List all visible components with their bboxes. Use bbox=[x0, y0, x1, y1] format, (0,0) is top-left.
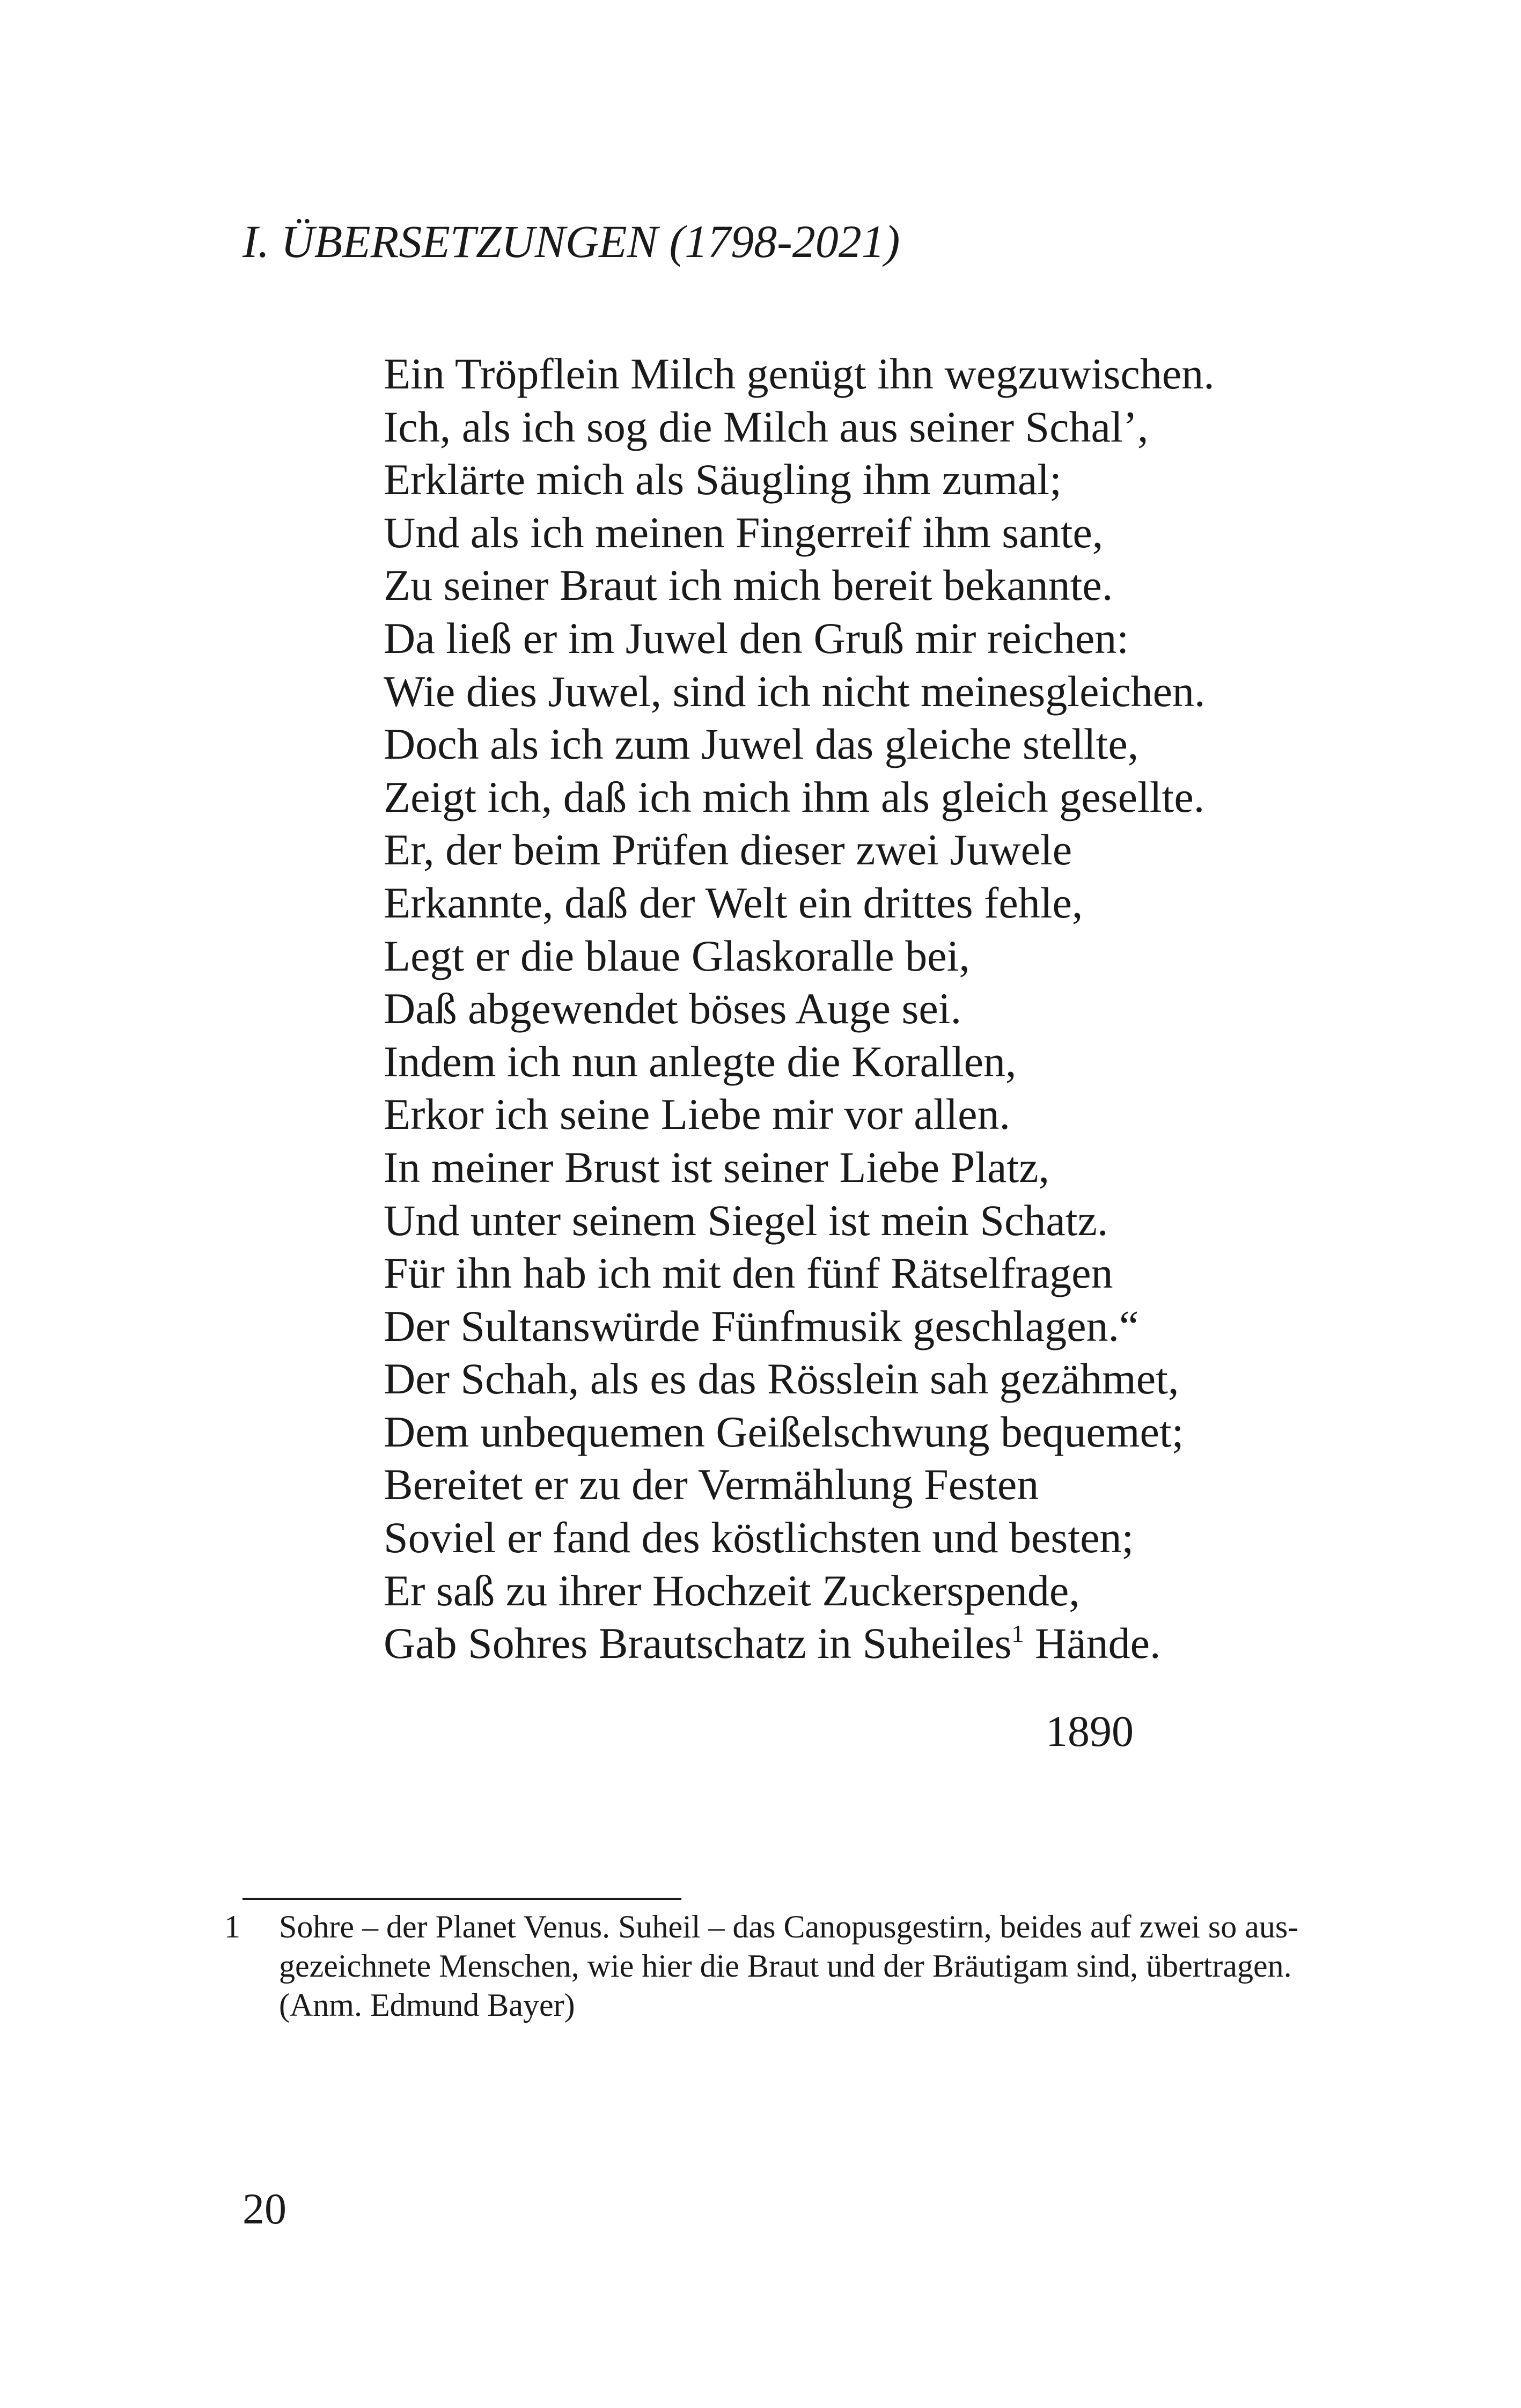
poem-date: 1890 bbox=[1046, 1707, 1134, 1756]
poem-line: Der Schah, als es das Rösslein sah gezähmet, bbox=[384, 1354, 1179, 1404]
poem-line: Indem ich nun anlegte die Korallen, bbox=[384, 1037, 1017, 1086]
poem-line: Soviel er fand des köstlichsten und besten; bbox=[384, 1513, 1134, 1562]
poem-line: In meiner Brust ist seiner Liebe Platz, bbox=[384, 1142, 1050, 1192]
footnote-line: gezeichnete Menschen, wie hier die Braut und der Bräutigam sind, übertragen. bbox=[279, 1948, 1292, 1984]
poem-line: Daß abgewendet böses Auge sei. bbox=[384, 984, 962, 1033]
footnote-number: 1 bbox=[224, 1909, 240, 1944]
footnote bbox=[224, 1907, 1351, 2025]
poem-line: Erkor ich seine Liebe mir vor allen. bbox=[384, 1090, 1011, 1139]
poem-line: Für ihn hab ich mit den fünf Rätselfragen bbox=[384, 1249, 1113, 1298]
poem-line: Legt er die blaue Glaskoralle bei, bbox=[384, 931, 970, 980]
poem-line: Der Sultanswürde Fünfmusik geschlagen.“ bbox=[384, 1301, 1139, 1350]
poem-line: Dem unbequemen Geißelschwung bequemet; bbox=[384, 1407, 1184, 1456]
poem-last-line-start: Gab Sohres Brautschatz in Suheiles bbox=[384, 1619, 1012, 1668]
poem-line: Er, der beim Prüfen dieser zwei Juwele bbox=[384, 825, 1072, 875]
footnote-reference[interactable]: 1 bbox=[1011, 1620, 1024, 1648]
poem-text bbox=[384, 348, 1215, 1670]
poem-line: Wie dies Juwel, sind ich nicht meinesgleichen. bbox=[384, 666, 1206, 716]
poem-line: Und unter seinem Siegel ist mein Schatz. bbox=[384, 1195, 1108, 1245]
poem-line: Zeigt ich, daß ich mich ihm als gleich gesellte. bbox=[384, 772, 1205, 821]
footnote-line: (Anm. Edmund Bayer) bbox=[279, 1987, 575, 2023]
poem-line: Da ließ er im Juwel den Gruß mir reichen: bbox=[384, 613, 1129, 663]
poem-line: Ich, als ich sog die Milch aus seiner Schal’, bbox=[384, 402, 1149, 451]
footnote-line: Sohre – der Planet Venus. Suheil – das Canopusgestirn, beides auf zwei so aus- bbox=[279, 1909, 1299, 1944]
page-number: 20 bbox=[243, 2184, 286, 2233]
poem-line: Zu seiner Braut ich mich bereit bekannte. bbox=[384, 561, 1113, 610]
footnote-text bbox=[279, 1907, 1347, 2025]
poem-line: Bereitet er zu der Vermählung Festen bbox=[384, 1460, 1039, 1509]
poem-line: Ein Tröpflein Milch genügt ihn wegzuwischen. bbox=[384, 349, 1215, 398]
poem-line: Und als ich meinen Fingerreif ihm sante, bbox=[384, 508, 1104, 557]
footnote-divider bbox=[243, 1898, 681, 1900]
poem-line: Erklärte mich als Säugling ihm zumal; bbox=[384, 455, 1062, 504]
poem-last-line-end: Hände. bbox=[1024, 1619, 1161, 1668]
running-header: I. ÜBERSETZUNGEN (1798-2021) bbox=[243, 216, 900, 267]
poem-line: Erkannte, daß der Welt ein drittes fehle, bbox=[384, 878, 1083, 927]
poem-line: Er saß zu ihrer Hochzeit Zuckerspende, bbox=[384, 1566, 1080, 1615]
poem-line: Doch als ich zum Juwel das gleiche stellte, bbox=[384, 720, 1139, 769]
poem-last-line bbox=[384, 1617, 1215, 1670]
